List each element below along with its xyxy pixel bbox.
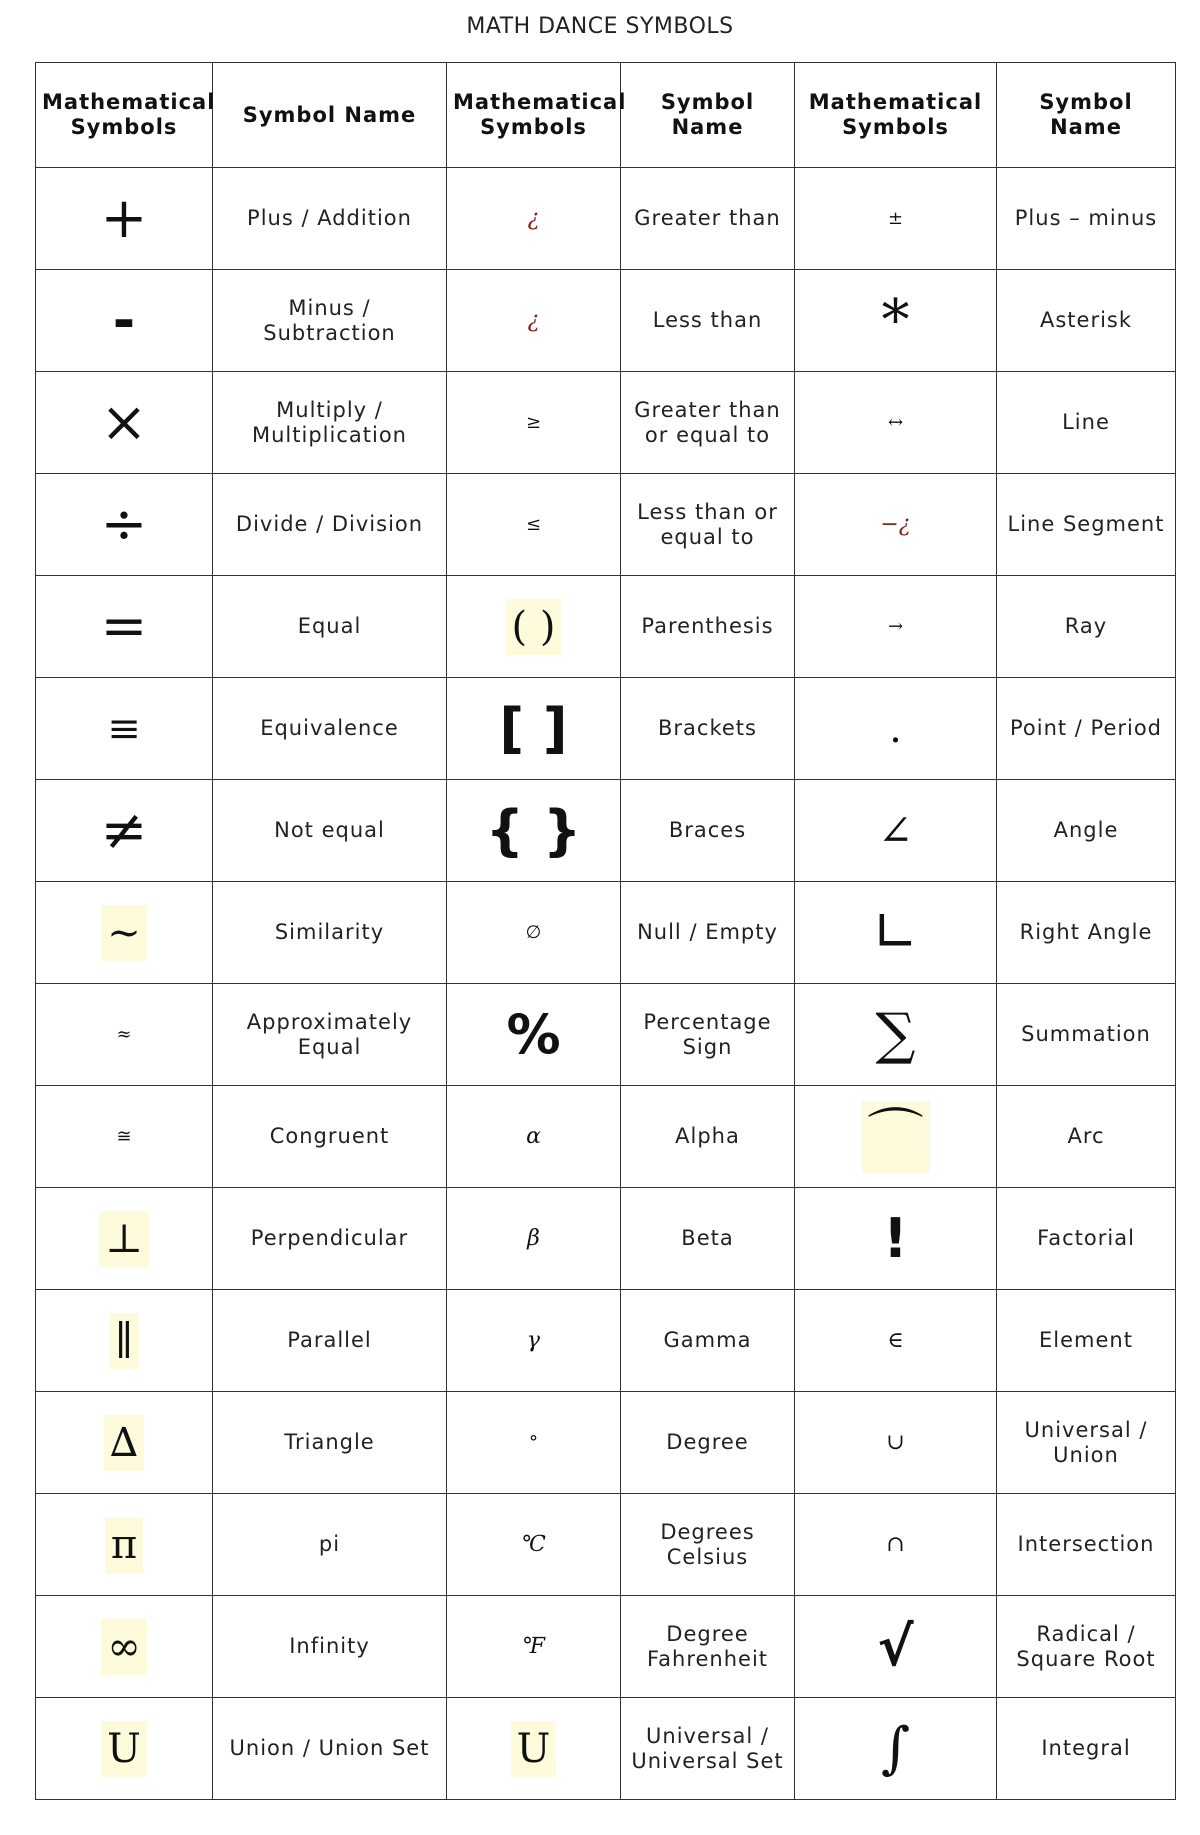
symbol-name: Angle (997, 780, 1176, 882)
header-symbols-2: Mathematical Symbols (447, 63, 621, 168)
null-symbol: ∅ (525, 922, 542, 943)
symbol-name: Minus / Subtraction (213, 270, 447, 372)
triangle-symbol: ∆ (104, 1415, 144, 1471)
symbols-table (35, 62, 1176, 1800)
greater-equal-symbol: ≥ (525, 412, 542, 433)
symbol-name: Line (997, 372, 1176, 474)
factorial-symbol: ! (883, 1206, 908, 1270)
symbol-name: Plus / Addition (213, 168, 447, 270)
table-row (36, 1596, 1176, 1698)
table-row (36, 1392, 1176, 1494)
brackets-symbol: [ ] (499, 696, 568, 760)
greater-than-symbol: ¿ (527, 206, 540, 231)
symbol-name: Brackets (621, 678, 795, 780)
symbol-name: Parenthesis (621, 576, 795, 678)
symbol-name: Multiply / Multiplication (213, 372, 447, 474)
symbol-name: Line Segment (997, 474, 1176, 576)
symbol-name: Beta (621, 1188, 795, 1290)
angle-symbol: ∠ (877, 806, 914, 855)
symbol-name: Equal (213, 576, 447, 678)
table-row (36, 984, 1176, 1086)
gamma-symbol: γ (526, 1328, 541, 1353)
symbol-name: Ray (997, 576, 1176, 678)
table-row (36, 372, 1176, 474)
header-name-1: Symbol Name (213, 63, 447, 168)
plus-minus-symbol: ± (887, 208, 904, 229)
symbol-name: Degree (621, 1392, 795, 1494)
symbol-name: Universal / Union (997, 1392, 1176, 1494)
symbol-name: Point / Period (997, 678, 1176, 780)
symbol-name: Equivalence (213, 678, 447, 780)
symbol-name: Braces (621, 780, 795, 882)
symbol-name: Approximately Equal (213, 984, 447, 1086)
header-name-3: Symbol Name (997, 63, 1176, 168)
table-row (36, 1290, 1176, 1392)
table-row (36, 678, 1176, 780)
table-row (36, 1494, 1176, 1596)
asterisk-symbol: * (881, 287, 910, 353)
table-row (36, 474, 1176, 576)
summation-symbol: ∑ (875, 1001, 916, 1067)
integral-symbol: ∫ (880, 1715, 911, 1781)
symbol-name: Element (997, 1290, 1176, 1392)
symbol-name: Greater than (621, 168, 795, 270)
percent-symbol: % (506, 1002, 561, 1066)
symbol-name: Congruent (213, 1086, 447, 1188)
header-symbols-1: Mathematical Symbols (36, 63, 213, 168)
not-equal-symbol: ≠ (100, 797, 148, 863)
table-row (36, 576, 1176, 678)
symbol-name: Plus – minus (997, 168, 1176, 270)
line-symbol: ↔ (887, 412, 904, 433)
symbol-name: Radical / Square Root (997, 1596, 1176, 1698)
symbol-name: Integral (997, 1698, 1176, 1800)
header-symbols-3: Mathematical Symbols (795, 63, 997, 168)
symbol-name: Similarity (213, 882, 447, 984)
symbol-name: Union / Union Set (213, 1698, 447, 1800)
symbol-name: Triangle (213, 1392, 447, 1494)
parallel-symbol: ∥ (109, 1313, 139, 1369)
table-row (36, 1086, 1176, 1188)
alpha-symbol: α (526, 1124, 541, 1149)
table-row (36, 168, 1176, 270)
union-small-symbol: ∪ (886, 1430, 905, 1455)
symbol-name: Perpendicular (213, 1188, 447, 1290)
symbol-name: Asterisk (997, 270, 1176, 372)
arc-symbol: ⌒ (862, 1101, 930, 1173)
intersection-symbol: ∩ (886, 1532, 905, 1557)
symbol-name: Parallel (213, 1290, 447, 1392)
perpendicular-symbol: ⊥ (99, 1211, 149, 1267)
element-symbol: ∈ (887, 1328, 904, 1353)
table-row (36, 1188, 1176, 1290)
table-row (36, 882, 1176, 984)
less-than-symbol: ¿ (527, 308, 540, 333)
table-row (36, 780, 1176, 882)
approx-equal-symbol: ≈ (116, 1024, 132, 1045)
symbol-name: Divide / Division (213, 474, 447, 576)
plus-symbol: + (100, 185, 148, 251)
fahrenheit-symbol: ℉ (521, 1634, 546, 1659)
symbol-name: Alpha (621, 1086, 795, 1188)
table-header-row (36, 63, 1176, 168)
symbol-name: Null / Empty (621, 882, 795, 984)
equivalence-symbol: ≡ (107, 705, 141, 752)
pi-symbol: π (105, 1517, 143, 1573)
symbol-name: Universal / Universal Set (621, 1698, 795, 1800)
symbol-name: Less than or equal to (621, 474, 795, 576)
radical-symbol: √ (877, 1614, 914, 1678)
parenthesis-symbol: ( ) (506, 599, 562, 655)
table-row (36, 270, 1176, 372)
braces-symbol: { } (485, 798, 582, 862)
symbol-name: Not equal (213, 780, 447, 882)
symbol-name: Percentage Sign (621, 984, 795, 1086)
symbol-name: Gamma (621, 1290, 795, 1392)
similarity-symbol: ~ (101, 905, 147, 961)
degree-symbol: ° (529, 1432, 538, 1453)
divide-symbol: ÷ (100, 491, 148, 557)
header-name-2: Symbol Name (621, 63, 795, 168)
right-angle-symbol: ∟ (872, 899, 919, 965)
beta-symbol: β (527, 1226, 540, 1251)
symbol-name: Infinity (213, 1596, 447, 1698)
line-segment-symbol: −¿ (880, 512, 911, 537)
symbol-name: Factorial (997, 1188, 1176, 1290)
infinity-symbol: ∞ (101, 1619, 146, 1675)
congruent-symbol: ≅ (116, 1126, 132, 1147)
ray-symbol: → (887, 616, 904, 637)
symbol-name: Intersection (997, 1494, 1176, 1596)
table-row (36, 1698, 1176, 1800)
symbol-name: Arc (997, 1086, 1176, 1188)
multiply-symbol: × (100, 389, 148, 455)
symbol-name: Greater than or equal to (621, 372, 795, 474)
universal-set-symbol: U (511, 1721, 557, 1777)
symbol-name: Summation (997, 984, 1176, 1086)
minus-symbol: - (112, 288, 136, 352)
symbol-name: Degree Fahrenheit (621, 1596, 795, 1698)
equal-symbol: = (100, 593, 148, 659)
celsius-symbol: ℃ (521, 1532, 546, 1557)
symbol-name: Degrees Celsius (621, 1494, 795, 1596)
symbol-name: Less than (621, 270, 795, 372)
point-symbol: . (889, 705, 902, 752)
page-title: MATH DANCE SYMBOLS (466, 14, 734, 39)
union-symbol: U (101, 1721, 147, 1777)
symbol-name: pi (213, 1494, 447, 1596)
less-equal-symbol: ≤ (525, 514, 542, 535)
symbol-name: Right Angle (997, 882, 1176, 984)
